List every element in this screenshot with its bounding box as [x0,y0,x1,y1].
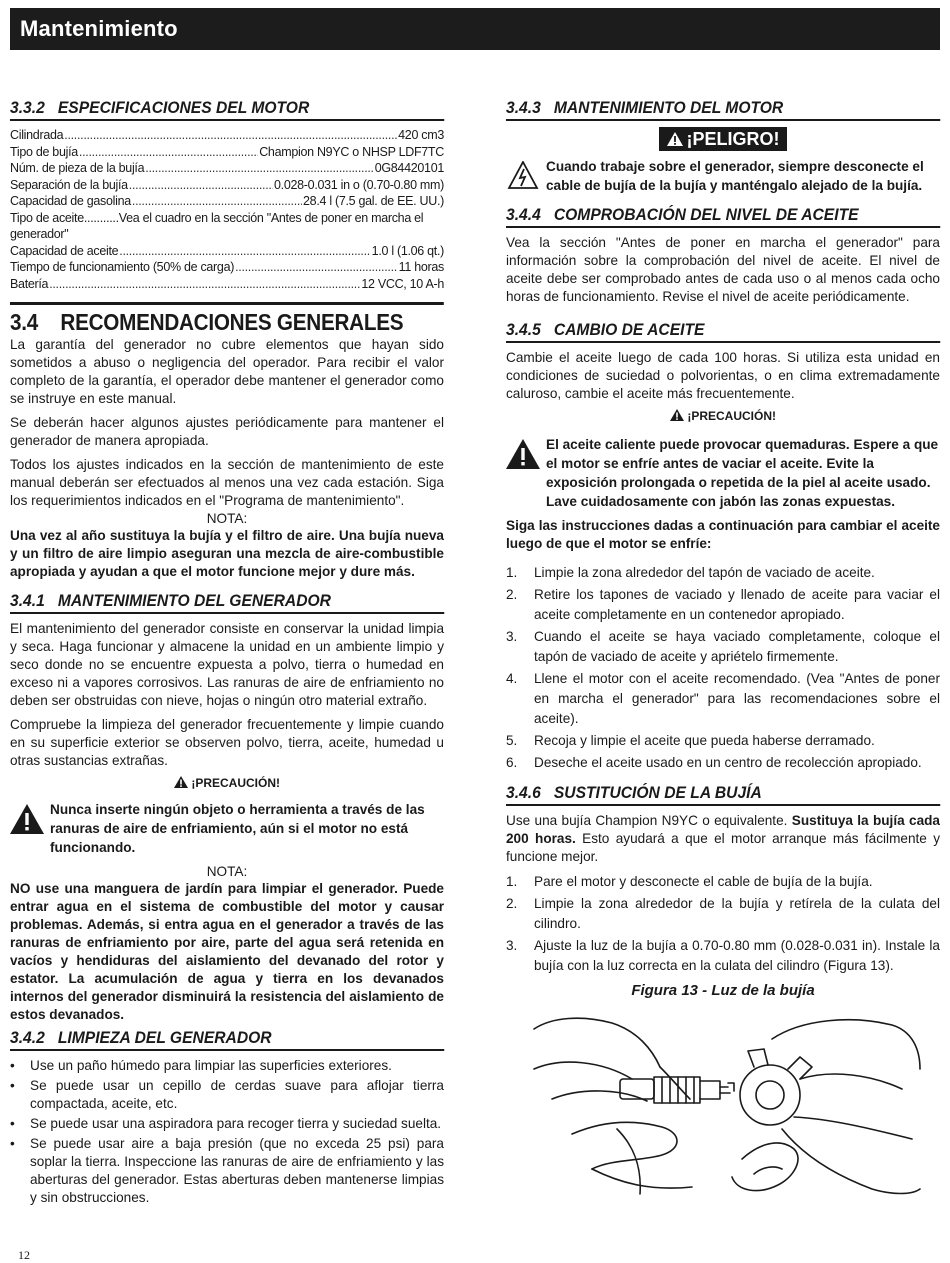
electric-shock-icon [506,161,540,189]
dot-leader [132,193,302,210]
spark-plug-gap-illustration [532,1009,922,1199]
engine-maint-heading [506,98,940,121]
step-number: 4. [506,671,518,686]
step-number: 2. [506,896,518,911]
list-item [506,894,940,934]
right-column [506,98,940,1199]
dot-leader [119,243,370,260]
step-number: 3. [506,629,518,644]
cleaning-list [10,1057,444,1207]
spec-value: Champion N9YC o NHSP LDF7TC [259,144,444,159]
general-paragraph-1: La garantía del generador no cubre elementos que hayan sido sometidos a abuso o negligencia del operador. Para recibir el valor completo de la garantía, el operador debe mantener el generador como se instruye en este manual. [10,337,444,406]
spec-row [10,177,444,194]
gen-maint-note-text: NO use una manguera de jardín para limpiar el generador. Puede entrar agua en el sistema de combustible del motor y causar problemas. Además, si entra agua en el generador a través de las ranuras de enfriamiento por aire, parte del agua será retenida en vacíos y hendiduras del aislamiento del devanado del rotor y estator. La acumulación de agua y tierra en los devanados internos del generador disminuirá la resistencia del aislamiento de estos devanados. [10,881,444,1022]
gen-maint-title: MANTENIMIENTO DEL GENERADOR [57,591,331,610]
warning-triangle-icon [667,132,683,146]
step-text: Recoja y limpie el aceite que pueda haberse derramado. [534,733,875,748]
left-column [10,98,444,1209]
specs-heading-title: ESPECIFICACIONES DEL MOTOR [57,98,310,117]
spec-value: 0G84420101 [374,161,444,175]
spec-list-2 [10,243,444,293]
list-item [506,563,940,583]
oil-check-paragraph: Vea la sección "Antes de poner en marcha el generador" para información sobre la comprobación del nivel de aceite. El nivel de aceite debe ser comprobado antes de cada uso o al menos cada ocho horas de funcionamiento. Revise el nivel de aceite periódicamente. [506,235,940,304]
general-note-text: Una vez al año sustituya la bujía y el filtro de aire. Una bujía nueva y un filtro de aire limpio aseguran una mezcla de aire-combustible apropiada y ayudan a que el motor funcione mejor y dure más. [10,528,444,579]
engine-maint-number: 3.4.3 [506,98,541,117]
danger-label: ¡PELIGRO! [686,129,780,149]
spark-heading [506,783,940,806]
oil-check-heading [506,205,940,228]
spec-label: Tiempo de funcionamiento (50% de carga) [10,260,235,274]
cleaning-heading [10,1028,444,1051]
step-number: 1. [506,874,518,889]
spark-number: 3.4.6 [506,783,541,802]
general-heading [10,302,444,336]
list-item [506,585,940,625]
step-text: Pare el motor y desconecte el cable de bujía de la bujía. [534,874,873,889]
oil-check-title: COMPROBACIÓN DEL NIVEL DE ACEITE [553,205,859,224]
spec-value: 1.0 l (1.06 qt.) [371,243,444,258]
cleaning-title: LIMPIEZA DEL GENERADOR [57,1028,272,1047]
dot-leader [235,259,398,276]
oil-change-steps [506,563,940,773]
step-text: Deseche el aceite usado en un centro de recolección apropiado. [534,755,922,770]
spec-list [10,127,444,210]
gen-maint-paragraph-2: Compruebe la limpieza del generador frecuentemente y limpie cuando en su superficie exterior se observen polvo, tierra, aceite, humedad u otras sustancias extrañas. [10,717,444,768]
step-number: 2. [506,587,518,602]
dot-leader [145,160,373,177]
list-item [506,936,940,976]
engine-maint-title: MANTENIMIENTO DEL MOTOR [553,98,784,117]
spec-value: 420 cm3 [398,128,444,142]
danger-banner [659,127,787,151]
spec-label: Núm. de pieza de la bujía [10,161,145,175]
dot-leader [129,177,273,194]
spec-row [10,144,444,161]
oil-change-number: 3.4.5 [506,320,541,339]
spec-row [10,259,444,276]
gen-maint-heading [10,591,444,614]
spark-steps [506,872,940,976]
spec-row [10,160,444,177]
list-item [506,669,940,729]
cleaning-number: 3.4.2 [10,1028,45,1047]
dot-leader [79,144,258,161]
spec-row-oil-type: Tipo de aceite...........Vea el cuadro en la sección "Antes de poner en marcha el generador" [10,210,424,241]
step-text: Cuando el aceite se haya vaciado completamente, coloque el tapón de vaciado de aceite y apriételo firmemente. [534,629,940,664]
list-item [506,731,940,751]
step-number: 5. [506,733,518,748]
list-item: • Se puede usar aire a baja presión (que no exceda 25 psi) para soplar la tierra. Inspeccione las ranuras de aire de enfriamiento y las aberturas del generador. Estas aberturas deben mantenerse limpias y sin obstrucciones. [10,1135,444,1207]
gen-maint-caution [10,800,444,857]
spark-paragraph: Use una bujía Champion N9YC o equivalente. Sustituya la bujía cada 200 horas. Esto ayudará a que el motor arranque más fácilmente y funcione mejor. [506,813,940,864]
list-item: • Se puede usar una aspiradora para recoger tierra y suciedad suelta. [10,1115,444,1133]
oil-caution-label-row [506,409,940,423]
list-item: • Use un paño húmedo para limpiar las superficies exteriores. [10,1057,444,1075]
spec-label: Tipo de bujía [10,144,78,159]
step-text: Retire los tapones de vaciado y llenado de aceite para vaciar el aceite completamente en un contenedor apropiado. [534,587,940,622]
general-heading-title: RECOMENDACIONES GENERALES [60,309,404,335]
spec-value: 28.4 l (7.5 gal. de EE. UU.) [303,194,444,208]
specs-heading [10,98,444,121]
spec-label: Capacidad de gasolina [10,194,131,208]
step-number: 6. [506,755,518,770]
warning-triangle-icon [670,409,684,421]
spec-label: Separación de la bujía [10,177,128,192]
header-bar [10,8,940,50]
spec-value: 11 horas [398,260,444,274]
spark-title: SUSTITUCIÓN DE LA BUJÍA [553,783,762,802]
gen-maint-number: 3.4.1 [10,591,45,610]
figure-caption: Figura 13 - Luz de la bujía [631,982,815,999]
warning-triangle-icon [10,804,44,834]
spec-row [10,276,444,293]
oil-change-paragraph: Cambie el aceite luego de cada 100 horas. Si utiliza esta unidad en condiciones de suciedad o polvorientas, o en clima extremadamente caluroso, cambie el aceite más frecuentemente. [506,350,940,401]
oil-change-intro: Siga las instrucciones dadas a continuación para cambiar el aceite luego de que el motor se enfríe: [506,518,940,551]
spec-row [10,243,444,260]
spec-label: Capacidad de aceite [10,243,119,258]
general-note-label: NOTA: [206,511,248,526]
step-text: Llene el motor con el aceite recomendado. (Vea "Antes de poner en marcha el generador" para las recomendaciones sobre el aceite). [534,671,940,726]
general-heading-number: 3.4 [10,309,38,335]
spec-row [10,127,444,144]
spec-value: 12 VCC, 10 A-h [361,276,444,291]
spec-value: 0.028-0.031 in o (0.70-0.80 mm) [274,177,444,192]
oil-check-number: 3.4.4 [506,205,541,224]
gen-maint-caution-label-row [10,776,444,790]
step-number: 3. [506,938,518,953]
list-item [506,753,940,773]
gen-maint-caution-label: ¡PRECAUCIÓN! [191,776,280,790]
spec-label: Tipo de aceite [10,210,84,225]
gen-maint-caution-text: Nunca inserte ningún objeto o herramienta a través de las ranuras de aire de enfriamiento, aún si el motor no está funcionando. [50,802,425,855]
dot-leader [49,276,360,293]
oil-change-title: CAMBIO DE ACEITE [553,320,705,339]
general-paragraph-2: Se deberán hacer algunos ajustes periódicamente para mantener el generador de manera apropiada. [10,415,444,448]
spec-value: Vea el cuadro en la sección "Antes de poner en marcha el generador" [10,210,424,241]
step-number: 1. [506,565,518,580]
list-item: • Se puede usar un cepillo de cerdas suave para aflojar tierra compactada, aceite, etc. [10,1077,444,1113]
page-section-title: Mantenimiento [20,16,178,41]
warning-triangle-icon [174,776,188,788]
gen-maint-paragraph-1: El mantenimiento del generador consiste en conservar la unidad limpia y seca. Haga funcionar y almacene la unidad en un ambiente limpio y seco donde no se encuentre expuesta a polvo, tierra o humedad en exceso ni a vapores corrosivos. Las ranuras de aire de enfriamiento no deben ser obstruidas con nieve, hojas o ningún otro material extraño. [10,621,444,708]
spec-label: Batería [10,276,49,291]
oil-caution-text: El aceite caliente puede provocar quemaduras. Espere a que el motor se enfríe antes de vaciar el aceite. Evite la exposición prolongada o repetida de la piel al aceite usado. Lave cuidadosamente con jabón las zonas expuestas. [546,437,939,509]
general-paragraph-3: Todos los ajustes indicados en la sección de mantenimiento de este manual deberán ser efectuados al menos una vez cada estación. Siga los requerimientos indicados en el "Programa de mantenimiento". [10,457,444,508]
dot-leader [64,127,397,144]
oil-change-heading [506,320,940,343]
step-text: Ajuste la luz de la bujía a 0.70-0.80 mm (0.028-0.031 in). Instale la bujía con la luz correcta en la culata del cilindro (Figura 13). [534,938,940,973]
list-item [506,627,940,667]
step-text: Limpie la zona alrededor de la bujía y retírela de la culata del cilindro. [534,896,940,931]
specs-heading-number: 3.3.2 [10,98,45,117]
oil-caution-label: ¡PRECAUCIÓN! [687,409,776,423]
spec-label: Cilindrada [10,128,64,142]
warning-triangle-icon [506,439,540,469]
gen-maint-note-label: NOTA: [206,864,248,879]
oil-caution [506,435,940,511]
spec-row [10,193,444,210]
engine-danger-text: Cuando trabaje sobre el generador, siempre desconecte el cable de bujía de la bujía y manténgalo alejado de la bujía. [546,159,924,193]
engine-danger [506,157,940,195]
list-item [506,872,940,892]
page-number: 12 [18,1248,30,1262]
step-text: Limpie la zona alrededor del tapón de vaciado de aceite. [534,565,875,580]
